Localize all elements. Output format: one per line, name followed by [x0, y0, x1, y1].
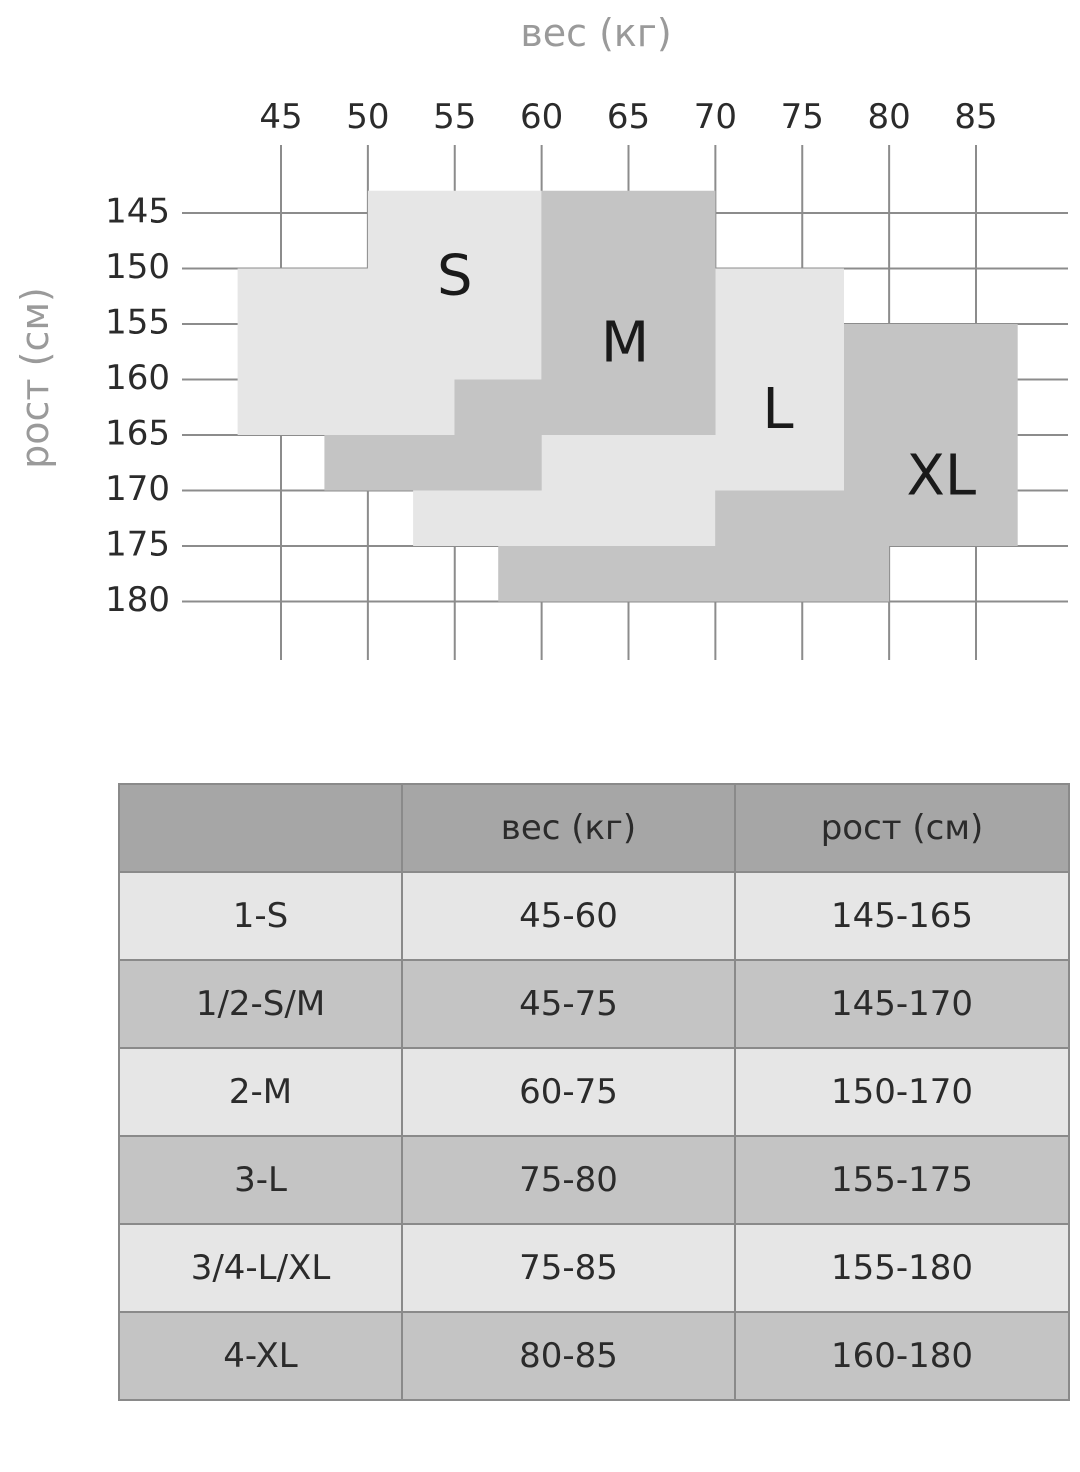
table-header-weight: вес (кг) — [402, 784, 735, 872]
weight-cell: 75-80 — [402, 1136, 735, 1224]
table-header-height: рост (см) — [735, 784, 1069, 872]
table-row — [119, 1312, 1069, 1400]
x-tick-label: 55 — [433, 97, 477, 137]
size-chart — [0, 0, 1080, 700]
weight-cell: 45-75 — [402, 960, 735, 1048]
x-tick-label: 70 — [693, 97, 738, 137]
height-cell: 150-170 — [735, 1048, 1069, 1136]
y-tick-labels — [105, 192, 170, 621]
table-row — [119, 1136, 1069, 1224]
table-row — [119, 1048, 1069, 1136]
y-tick-label: 180 — [105, 580, 170, 620]
x-tick-label: 50 — [346, 97, 390, 137]
x-axis-label: вес (кг) — [520, 11, 672, 55]
x-tick-label: 80 — [867, 97, 911, 137]
region-label-l: L — [762, 376, 794, 442]
table-row — [119, 960, 1069, 1048]
x-tick-labels — [259, 97, 997, 137]
y-tick-label: 165 — [105, 413, 170, 454]
x-tick-label: 45 — [259, 97, 303, 137]
y-tick-label: 155 — [105, 302, 170, 343]
x-tick-label: 75 — [780, 97, 824, 137]
y-tick-label: 150 — [105, 247, 170, 287]
size-cell: 1/2-S/M — [119, 960, 402, 1048]
height-cell: 145-170 — [735, 960, 1069, 1048]
size-table — [118, 783, 1070, 1401]
region-label-m: M — [600, 310, 650, 376]
size-regions — [238, 191, 1018, 602]
size-cell: 1-S — [119, 872, 402, 960]
size-cell: 3-L — [119, 1136, 402, 1224]
height-cell: 155-175 — [735, 1136, 1069, 1224]
size-cell: 4-XL — [119, 1312, 402, 1400]
y-tick-label: 170 — [105, 469, 170, 509]
y-tick-label: 145 — [105, 191, 170, 232]
y-axis-label: рост (см) — [13, 287, 57, 469]
table-row — [119, 1224, 1069, 1312]
region-label-xl: XL — [906, 443, 977, 509]
weight-cell: 75-85 — [402, 1224, 735, 1312]
y-tick-label: 160 — [105, 358, 170, 398]
y-tick-label: 175 — [105, 524, 170, 565]
table-row — [119, 872, 1069, 960]
size-cell: 3/4-L/XL — [119, 1224, 402, 1312]
height-cell: 155-180 — [735, 1224, 1069, 1312]
table-header-size — [119, 784, 402, 872]
x-tick-label: 85 — [954, 97, 998, 137]
x-tick-label: 65 — [606, 97, 651, 137]
region-label-s: S — [436, 243, 473, 309]
weight-cell: 45-60 — [402, 872, 735, 960]
x-tick-label: 60 — [519, 97, 564, 137]
height-cell: 160-180 — [735, 1312, 1069, 1400]
weight-cell: 80-85 — [402, 1312, 735, 1400]
size-cell: 2-M — [119, 1048, 402, 1136]
height-cell: 145-165 — [735, 872, 1069, 960]
weight-cell: 60-75 — [402, 1048, 735, 1136]
